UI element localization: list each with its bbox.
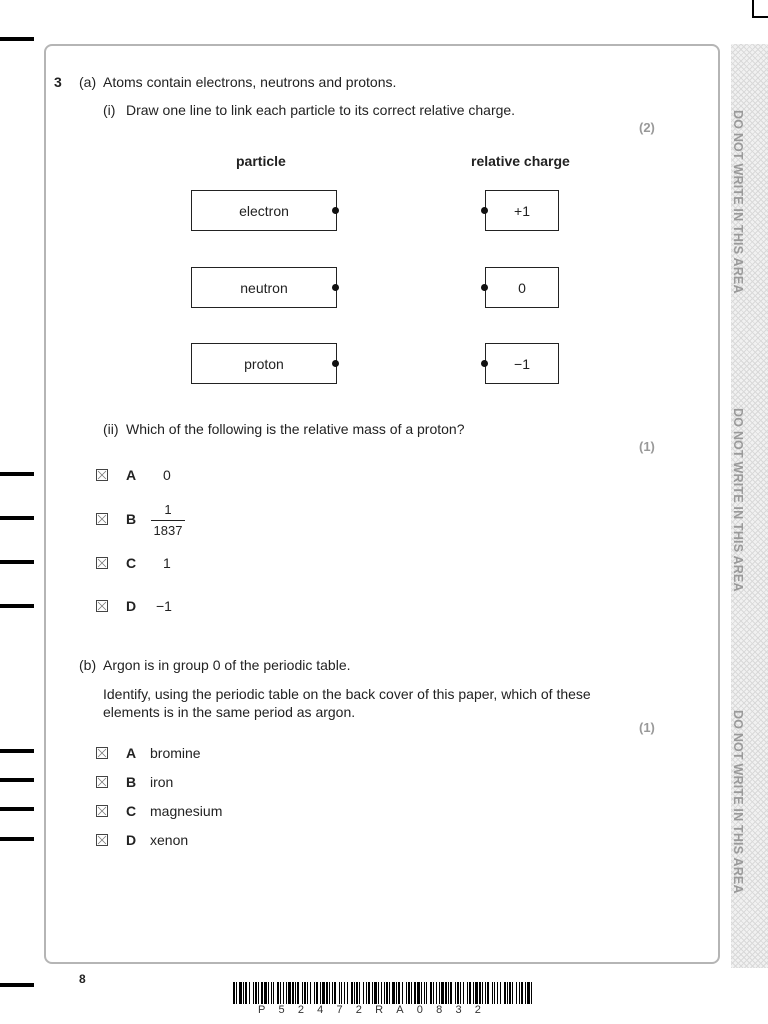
barcode-bar xyxy=(469,982,471,1004)
marks-label: (2) xyxy=(639,120,655,135)
barcode-bar xyxy=(314,982,315,1004)
barcode-bar xyxy=(445,982,447,1004)
cross-icon xyxy=(97,835,107,845)
barcode-bar xyxy=(302,982,303,1004)
part-b-instruction: elements is in the same period as argon. xyxy=(103,704,356,720)
barcode-bar xyxy=(436,982,437,1004)
barcode-bar xyxy=(359,982,360,1004)
charge-box-plus1: +1 xyxy=(485,190,559,231)
barcode-bar xyxy=(354,982,355,1004)
option-text: iron xyxy=(150,774,174,790)
margin-tick xyxy=(0,983,34,987)
barcode-bar xyxy=(255,982,257,1004)
link-dot[interactable] xyxy=(481,284,488,291)
barcode-bar xyxy=(273,982,274,1004)
barcode-bar xyxy=(398,982,400,1004)
barcode-bar xyxy=(332,982,333,1004)
barcode-bar xyxy=(439,982,440,1004)
barcode-bar xyxy=(243,982,244,1004)
barcode-bar xyxy=(339,982,340,1004)
barcode-bar xyxy=(366,982,367,1004)
barcode-bar xyxy=(448,982,449,1004)
barcode-bar xyxy=(507,982,508,1004)
cross-icon xyxy=(97,470,107,480)
answer-checkbox[interactable] xyxy=(96,557,108,569)
particle-box-proton: proton xyxy=(191,343,337,384)
crop-mark xyxy=(752,16,768,18)
barcode-bar xyxy=(430,982,432,1004)
barcode-bar xyxy=(455,982,456,1004)
barcode-bar xyxy=(473,982,474,1004)
cross-icon xyxy=(97,777,107,787)
sub-ii-label: (ii) xyxy=(103,421,119,437)
barcode-bar xyxy=(408,982,410,1004)
barcode-bar xyxy=(307,982,308,1004)
option-letter: C xyxy=(126,803,137,819)
barcode-bar xyxy=(356,982,358,1004)
barcode-bar xyxy=(396,982,397,1004)
option-text: −1 xyxy=(156,598,172,614)
answer-checkbox[interactable] xyxy=(96,834,108,846)
answer-checkbox[interactable] xyxy=(96,600,108,612)
sub-i-text: Draw one line to link each particle to its correct relative charge. xyxy=(126,102,516,118)
barcode-bar xyxy=(347,982,348,1004)
barcode-bar xyxy=(426,982,427,1004)
barcode-bar xyxy=(485,982,486,1004)
barcode-bar xyxy=(460,982,461,1004)
barcode-bar xyxy=(264,982,267,1004)
barcode-bar xyxy=(512,982,513,1004)
barcode-bar xyxy=(322,982,325,1004)
barcode-bar xyxy=(497,982,498,1004)
barcode-bar xyxy=(457,982,459,1004)
barcode-bar xyxy=(494,982,495,1004)
option-letter: C xyxy=(126,555,137,571)
barcode-bar xyxy=(268,982,269,1004)
barcode-bar xyxy=(479,982,481,1004)
particle-box-electron: electron xyxy=(191,190,337,231)
barcode-bar xyxy=(286,982,287,1004)
answer-checkbox[interactable] xyxy=(96,776,108,788)
barcode-bar xyxy=(504,982,506,1004)
barcode-bar xyxy=(417,982,420,1004)
option-text: 1 xyxy=(163,555,171,571)
barcode-bar xyxy=(280,982,281,1004)
barcode-bar xyxy=(239,982,242,1004)
link-dot[interactable] xyxy=(332,360,339,367)
marks-label: (1) xyxy=(639,439,655,454)
cross-icon xyxy=(97,514,107,524)
barcode-bar xyxy=(249,982,250,1004)
barcode-bar xyxy=(389,982,390,1004)
sub-ii-text: Which of the following is the relative mass of a proton? xyxy=(126,421,465,437)
barcode-bar xyxy=(236,982,237,1004)
barcode-bar xyxy=(233,982,235,1004)
option-text: 0 xyxy=(163,467,171,483)
link-dot[interactable] xyxy=(332,207,339,214)
option-text: magnesium xyxy=(150,803,223,819)
barcode-bar xyxy=(368,982,370,1004)
barcode-bar xyxy=(277,982,279,1004)
barcode-bar xyxy=(492,982,493,1004)
option-letter: B xyxy=(126,511,137,527)
margin-tick xyxy=(0,807,34,811)
barcode-bar xyxy=(288,982,291,1004)
barcode-bar xyxy=(344,982,345,1004)
margin-tick xyxy=(0,560,34,564)
barcode-bar xyxy=(363,982,364,1004)
margin-tick xyxy=(0,778,34,782)
barcode-bar xyxy=(341,982,342,1004)
answer-checkbox[interactable] xyxy=(96,469,108,481)
page-number: 8 xyxy=(79,972,86,986)
charge-box-minus1: −1 xyxy=(485,343,559,384)
cross-icon xyxy=(97,601,107,611)
barcode-bar xyxy=(372,982,373,1004)
margin-tick xyxy=(0,37,34,41)
barcode-bar xyxy=(320,982,321,1004)
barcode-bar xyxy=(450,982,452,1004)
margin-tick xyxy=(0,749,34,753)
barcode-bar xyxy=(402,982,403,1004)
barcode-bar xyxy=(467,982,468,1004)
answer-frame xyxy=(44,44,720,964)
margin-tick xyxy=(0,604,34,608)
barcode-bar xyxy=(500,982,501,1004)
part-a-label: (a) xyxy=(79,74,97,90)
barcode-bar xyxy=(525,982,526,1004)
option-letter: D xyxy=(126,598,137,614)
option-text: bromine xyxy=(150,745,201,761)
answer-checkbox[interactable] xyxy=(96,747,108,759)
barcode-bar xyxy=(424,982,425,1004)
barcode-bar xyxy=(310,982,311,1004)
barcode-bar xyxy=(463,982,464,1004)
barcode-bar xyxy=(381,982,382,1004)
fraction xyxy=(151,502,185,539)
barcode-bar xyxy=(421,982,422,1004)
barcode-bar xyxy=(378,982,379,1004)
barcode-bar xyxy=(482,982,483,1004)
link-dot[interactable] xyxy=(332,284,339,291)
barcode-bar xyxy=(271,982,272,1004)
barcode-bar xyxy=(326,982,328,1004)
barcode-bar xyxy=(521,982,523,1004)
barcode-bar xyxy=(531,982,532,1004)
cross-icon xyxy=(97,806,107,816)
fraction-denominator: 1837 xyxy=(153,523,183,538)
part-a-text: Atoms contain electrons, neutrons and protons. xyxy=(103,74,397,90)
margin-tick xyxy=(0,516,34,520)
barcode-bar xyxy=(258,982,259,1004)
particle-header: particle xyxy=(236,153,286,169)
margin-tick xyxy=(0,472,34,476)
barcode-bar xyxy=(351,982,353,1004)
barcode-bar xyxy=(245,982,247,1004)
barcode-bar xyxy=(329,982,330,1004)
barcode-bar xyxy=(386,982,388,1004)
barcode-text: P52472RA0832 xyxy=(258,1004,495,1016)
question-number: 3 xyxy=(54,74,62,90)
answer-checkbox[interactable] xyxy=(96,805,108,817)
option-letter: D xyxy=(126,832,137,848)
barcode-bar xyxy=(475,982,478,1004)
link-dot[interactable] xyxy=(481,360,488,367)
barcode-bar xyxy=(527,982,530,1004)
barcode-bar xyxy=(292,982,294,1004)
cross-icon xyxy=(97,558,107,568)
barcode-bar xyxy=(261,982,263,1004)
link-dot[interactable] xyxy=(481,207,488,214)
barcode-bar xyxy=(304,982,306,1004)
barcode-bar xyxy=(392,982,395,1004)
particle-box-neutron: neutron xyxy=(191,267,337,308)
sub-i-label: (i) xyxy=(103,102,116,118)
part-b-instruction: Identify, using the periodic table on the back cover of this paper, which of these xyxy=(103,686,591,702)
part-b-label: (b) xyxy=(79,657,97,673)
part-b-text: Argon is in group 0 of the periodic table. xyxy=(103,657,351,673)
charge-header: relative charge xyxy=(471,153,570,169)
barcode-bar xyxy=(516,982,517,1004)
barcode-bar xyxy=(487,982,489,1004)
option-text: xenon xyxy=(150,832,189,848)
barcode-bar xyxy=(295,982,296,1004)
barcode-bar xyxy=(433,982,434,1004)
fraction-bar xyxy=(151,520,185,521)
barcode-bar xyxy=(334,982,336,1004)
barcode xyxy=(233,982,533,1004)
barcode-bar xyxy=(297,982,299,1004)
barcode-bar xyxy=(519,982,520,1004)
option-letter: A xyxy=(126,745,137,761)
marks-label: (1) xyxy=(639,720,655,735)
barcode-bar xyxy=(384,982,385,1004)
barcode-bar xyxy=(414,982,416,1004)
option-letter: B xyxy=(126,774,137,790)
barcode-bar xyxy=(374,982,377,1004)
margin-tick xyxy=(0,837,34,841)
barcode-bar xyxy=(441,982,444,1004)
barcode-bar xyxy=(509,982,511,1004)
barcode-bar xyxy=(316,982,318,1004)
fraction-numerator: 1 xyxy=(164,502,172,517)
cross-icon xyxy=(97,748,107,758)
barcode-bar xyxy=(283,982,284,1004)
answer-checkbox[interactable] xyxy=(96,513,108,525)
charge-box-zero: 0 xyxy=(485,267,559,308)
option-letter: A xyxy=(126,467,137,483)
barcode-bar xyxy=(406,982,407,1004)
barcode-bar xyxy=(253,982,254,1004)
barcode-bar xyxy=(411,982,412,1004)
